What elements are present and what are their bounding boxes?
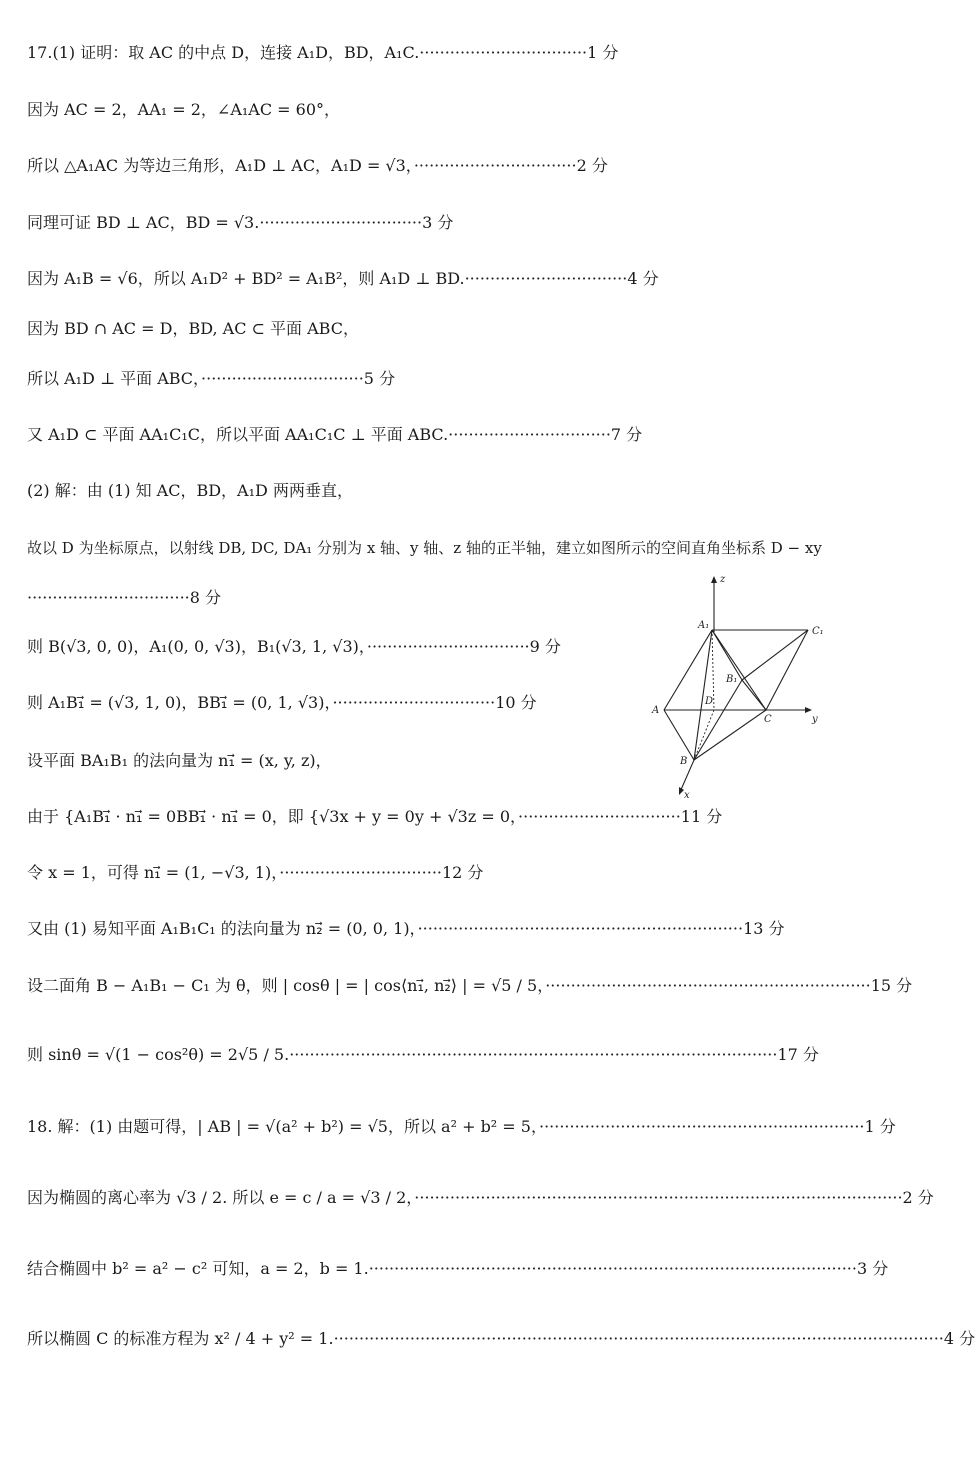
line-text: 又由 (1) 易知平面 A₁B₁C₁ 的法向量为 n₂⃗ = (0, 0, 1)， xyxy=(27,919,418,938)
edge-a1c xyxy=(712,630,766,710)
label-c: C xyxy=(764,714,772,725)
edge-b1c1 xyxy=(742,630,808,680)
score-mark: 9 分 xyxy=(529,637,561,656)
edge-cc1 xyxy=(766,630,808,710)
text-line-16 xyxy=(27,862,483,884)
label-a: A xyxy=(652,705,660,716)
text-line-2 xyxy=(27,99,340,121)
label-b1: B₁ xyxy=(726,674,738,685)
line-text: 18. 解：(1) 由题可得，| AB | = √(a² + b²) = √5，所以 a² + b² = 5， xyxy=(27,1117,539,1136)
text-line-15 xyxy=(27,806,722,828)
text-line-18 xyxy=(27,975,912,997)
edge-bc xyxy=(694,710,766,760)
text-line-22 xyxy=(27,1258,888,1280)
score-mark: 13 分 xyxy=(743,919,785,938)
label-x: x xyxy=(684,790,690,801)
edge-bb1 xyxy=(694,680,742,760)
text-line-21 xyxy=(27,1187,934,1209)
score-mark: 4 分 xyxy=(627,269,659,288)
line-text: 因为 A₁B = √6，所以 A₁D² + BD² = A₁B²，则 A₁D ⊥ BD. xyxy=(27,269,465,288)
y-axis-arrow xyxy=(805,707,812,713)
leader-dots: ································ xyxy=(332,693,496,712)
label-d: D xyxy=(705,696,714,707)
line-text: 所以椭圆 C 的标准方程为 x² / 4 + y² = 1. xyxy=(27,1329,334,1348)
leader-dots: ································ xyxy=(413,156,577,175)
text-line-4 xyxy=(27,212,453,234)
line-text: 同理可证 BD ⊥ AC，BD = √3. xyxy=(27,213,260,232)
line-text: 所以 △A₁AC 为等边三角形，A₁D ⊥ AC，A₁D = √3， xyxy=(27,156,414,175)
leader-dots: ································································ xyxy=(545,976,871,995)
score-mark: 1 分 xyxy=(587,43,619,62)
score-mark: 2 分 xyxy=(902,1188,934,1207)
text-line-6 xyxy=(27,318,359,340)
label-z: z xyxy=(720,574,726,585)
text-line-9 xyxy=(27,480,353,502)
line-text: 令 x = 1，可得 n₁⃗ = (1, −√3, 1)， xyxy=(27,863,280,882)
leader-dots: ································ xyxy=(279,863,442,882)
z-axis-arrow xyxy=(711,576,717,583)
line-text: 则 sinθ = √(1 − cos²θ) = 2√5 / 5. xyxy=(27,1045,290,1064)
leader-dots: ································ xyxy=(366,637,530,656)
label-b: B xyxy=(680,756,688,767)
edge-ab xyxy=(664,710,694,760)
prism-coordinate-figure xyxy=(650,572,830,802)
line-text: 则 B(√3, 0, 0)，A₁(0, 0, √3)，B₁(√3, 1, √3)， xyxy=(27,637,367,656)
label-y: y xyxy=(812,714,818,725)
label-a1: A₁ xyxy=(698,620,710,631)
label-c1: C₁ xyxy=(812,626,824,637)
line-text: 17.(1) 证明：取 AC 的中点 D，连接 A₁D，BD，A₁C. xyxy=(27,43,420,62)
line-text: 则 A₁B₁⃗ = (√3, 1, 0)，BB₁⃗ = (0, 1, √3)， xyxy=(27,693,333,712)
score-mark: 7 分 xyxy=(610,425,643,444)
score-mark: 2 分 xyxy=(576,156,608,175)
line-text: 又 A₁D ⊂ 平面 AA₁C₁C，所以平面 AA₁C₁C ⊥ 平面 ABC. xyxy=(27,425,449,444)
text-line-10 xyxy=(27,537,822,559)
line-text: 结合椭圆中 b² = a² − c² 可知，a = 2，b = 1. xyxy=(27,1259,369,1278)
line-text: 设平面 BA₁B₁ 的法向量为 n₁⃗ = (x, y, z)， xyxy=(27,751,332,770)
line-text: 故以 D 为坐标原点，以射线 DB, DC, DA₁ 分别为 x 轴、y 轴、z 轴的正半轴，建立如图所示的空间直角坐标系 D − xy xyxy=(27,539,822,557)
leader-dots: ································································································ xyxy=(414,1188,903,1207)
score-mark: 11 分 xyxy=(680,807,723,826)
text-line-11 xyxy=(27,587,221,609)
score-mark: 15 分 xyxy=(870,976,913,995)
text-line-13 xyxy=(27,692,537,714)
leader-dots: ································ xyxy=(201,369,364,388)
score-mark: 5 分 xyxy=(363,369,396,388)
line-text: (2) 解：由 (1) 知 AC，BD，A₁D 两两垂直， xyxy=(27,481,353,500)
leader-dots: ································ xyxy=(259,213,423,232)
text-line-7 xyxy=(27,368,395,390)
line-text: 因为 BD ∩ AC = D，BD, AC ⊂ 平面 ABC， xyxy=(27,319,359,338)
leader-dots: ································ xyxy=(448,425,611,444)
text-line-14 xyxy=(27,750,332,772)
text-line-3 xyxy=(27,155,608,177)
leader-dots: ································· xyxy=(419,43,588,62)
leader-dots: ································ xyxy=(464,269,628,288)
score-mark: 3 分 xyxy=(856,1259,889,1278)
score-mark: 12 分 xyxy=(441,863,484,882)
leader-dots: ································································································ xyxy=(289,1045,778,1064)
leader-dots: ································ xyxy=(27,588,190,607)
text-line-5 xyxy=(27,268,659,290)
score-mark: 17 分 xyxy=(777,1045,819,1064)
line-text: 所以 A₁D ⊥ 平面 ABC， xyxy=(27,369,202,388)
leader-dots: ································································································ xyxy=(368,1259,857,1278)
text-line-19 xyxy=(27,1044,819,1066)
leader-dots: ························································································································ xyxy=(333,1329,944,1348)
text-line-12 xyxy=(27,636,561,658)
score-mark: 1 分 xyxy=(864,1117,896,1136)
text-line-23 xyxy=(27,1328,975,1350)
leader-dots: ································································ xyxy=(538,1117,865,1136)
score-mark: 4 分 xyxy=(943,1329,975,1348)
text-line-20 xyxy=(27,1116,896,1138)
line-text: 由于 {A₁B₁⃗ · n₁⃗ = 0BB₁⃗ · n₁⃗ = 0，即 {√3x + y = 0y + √3z = 0， xyxy=(27,807,519,826)
leader-dots: ································ xyxy=(518,807,681,826)
score-mark: 3 分 xyxy=(422,213,454,232)
text-line-1 xyxy=(27,42,618,64)
text-line-17 xyxy=(27,918,785,940)
line-text: 因为 AC = 2，AA₁ = 2，∠A₁AC = 60°， xyxy=(27,100,341,119)
text-line-8 xyxy=(27,424,642,446)
score-mark: 8 分 xyxy=(189,588,222,607)
edge-b1c xyxy=(742,680,766,710)
line-text: 因为椭圆的离心率为 √3 / 2. 所以 e = c / a = √3 / 2， xyxy=(27,1188,415,1207)
score-mark: 10 分 xyxy=(495,693,537,712)
edge-a1b xyxy=(694,630,712,760)
leader-dots: ································································ xyxy=(417,919,744,938)
line-text: 设二面角 B − A₁B₁ − C₁ 为 θ，则 | cosθ | = | cos⟨n₁⃗, n₂⃗⟩ | = √5 / 5， xyxy=(27,976,546,995)
